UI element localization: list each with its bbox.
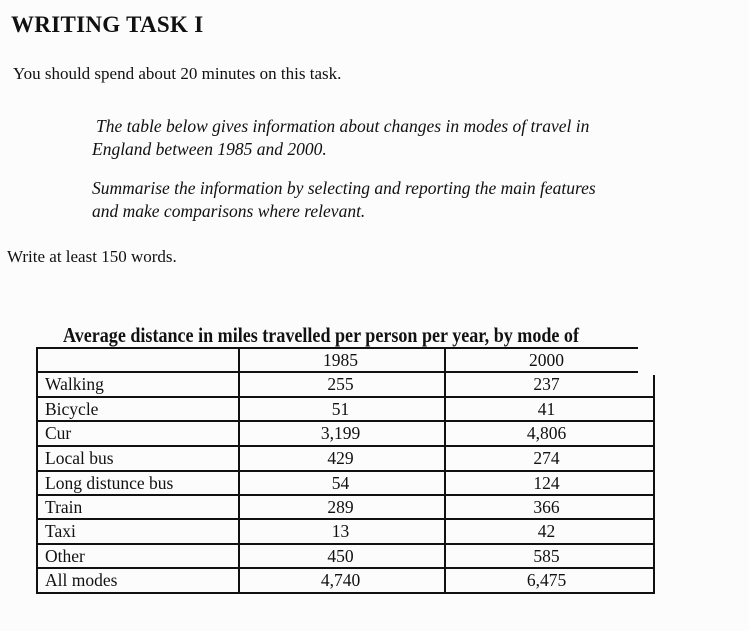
value-cell: 429: [327, 448, 354, 468]
table-row: [36, 568, 655, 592]
prompt-line: The table below gives information about changes in modes of travel in: [96, 116, 590, 136]
value-cell: 4,740: [320, 570, 361, 590]
value-cell: 4,806: [526, 423, 567, 443]
mode-label: Other: [45, 546, 85, 566]
mode-label: Bicycle: [45, 399, 99, 419]
value-cell: 124: [533, 473, 560, 493]
mode-label: Walking: [45, 374, 104, 394]
table-row: [36, 495, 655, 519]
value-cell: 585: [533, 546, 560, 566]
mode-label: Local bus: [45, 448, 114, 468]
page-title: WRITING TASK I: [11, 12, 204, 37]
table-header-row: [36, 348, 655, 372]
table-row: [36, 544, 655, 568]
table-border: [36, 592, 655, 594]
mode-label: Cur: [45, 423, 72, 443]
word-count-instruction: Write at least 150 words.: [7, 247, 177, 266]
year-header: 2000: [529, 350, 564, 370]
value-cell: 237: [533, 374, 560, 394]
mode-label: Long distunce bus: [45, 473, 174, 493]
mode-label: Taxi: [45, 521, 76, 541]
value-cell: 3,199: [320, 423, 361, 443]
time-instruction: You should spend about 20 minutes on this task.: [13, 64, 342, 83]
value-cell: 274: [533, 448, 560, 468]
table-row: [36, 421, 655, 445]
table-row: [36, 372, 655, 396]
table-row: [36, 397, 655, 421]
value-cell: 289: [327, 497, 354, 517]
table-caption: Average distance in miles travelled per person per year, by mode of: [63, 323, 579, 347]
task-line: and make comparisons where relevant.: [92, 201, 366, 221]
value-cell: 41: [537, 399, 556, 419]
value-cell: 13: [331, 521, 350, 541]
task-line: Summarise the information by selecting and reporting the main features: [92, 178, 596, 198]
prompt-line: England between 1985 and 2000.: [92, 139, 327, 159]
value-cell: 51: [331, 399, 350, 419]
table-row: [36, 471, 655, 495]
mode-label: Train: [45, 497, 83, 517]
year-header: 1985: [323, 350, 358, 370]
value-cell: 54: [331, 473, 350, 493]
value-cell: 450: [327, 546, 354, 566]
value-cell: 255: [327, 374, 354, 394]
table-row: [36, 446, 655, 470]
value-cell: 366: [533, 497, 560, 517]
table-row: [36, 519, 655, 543]
task-instructions: [92, 177, 596, 223]
value-cell: 42: [537, 521, 556, 541]
task-description: [92, 115, 589, 161]
mode-label: All modes: [45, 570, 118, 590]
value-cell: 6,475: [526, 570, 567, 590]
